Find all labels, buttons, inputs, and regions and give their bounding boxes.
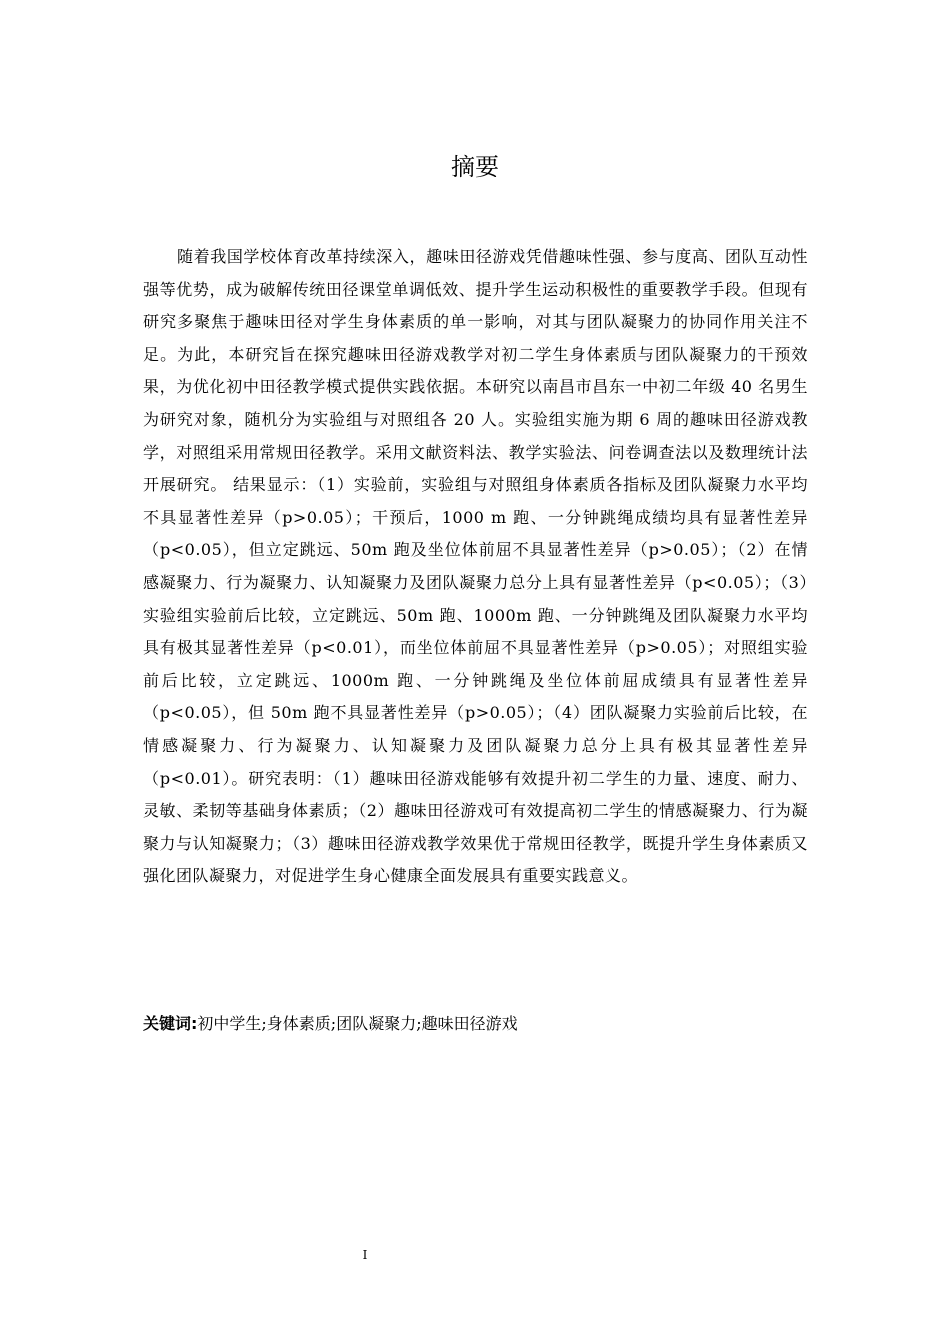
abstract-paragraph: 随着我国学校体育改革持续深入，趣味田径游戏凭借趣味性强、参与度高、团队互动性强等优势，成为破解传统田径课堂单调低效、提升学生运动积极性的重要教学手段。但现有研究多聚焦于趣味田径对学生身体素质的单一影响，对其与团队凝聚力的协同作用关注不足。为此，本研究旨在探究趣味田径游戏教学对初二学生身体素质与团队凝聚力的干预效果，为优化初中田径教学模式提供实践依据。本研究以南昌市昌东一中初二年级 40 名男生为研究对象，随机分为实验组与对照组各 20 人。实验组实施为期 6 周的趣味田径游戏教学，对照组采用常规田径教学。采用文献资料法、教学实验法、问卷调查法以及数理统计法开展研究。 结果显示：（1）实验前，实验组与对照组身体素质各指标及团队凝聚力水平均不具显著性差异（p>0.05）；干预后，1000 m 跑、一分钟跳绳成绩均具有显著性差异（p<0.05），但立定跳远、50m 跑及坐位体前屈不具显著性差异（p>0.05）；（2）在情感凝聚力、行为凝聚力、认知凝聚力及团队凝聚力总分上具有显著性差异（p<0.05）；（3）实验组实验前后比较，立定跳远、50m 跑、1000m 跑、一分钟跳绳及团队凝聚力水平均具有极其显著性差异（p<0.01），而坐位体前屈不具显著性差异（p>0.05）；对照组实验前后比较，立定跳远、1000m 跑、一分钟跳绳及坐位体前屈成绩具有显著性差异（p<0.05），但 50m 跑不具显著性差异（p>0.05）；（4）团队凝聚力实验前后比较，在情感凝聚力、行为凝聚力、认知凝聚力及团队凝聚力总分上具有极其显著性差异（p<0.01）。研究表明：（1）趣味田径游戏能够有效提升初二学生的力量、速度、耐力、灵敏、柔韧等基础身体素质；（2）趣味田径游戏可有效提高初二学生的情感凝聚力、行为凝聚力与认知凝聚力；（3）趣味田径游戏教学效果优于常规田径教学，既提升学生身体素质又强化团队凝聚力，对促进学生身心健康全面发展具有重要实践意义。 [143,247,808,886]
keywords-label: 关键词: [143,1014,198,1033]
keywords-value: 初中学生;身体素质;团队凝聚力;趣味田径游戏 [197,1014,518,1033]
keywords-line [143,1009,808,1039]
page-number: I [362,1248,368,1262]
page-title: 摘要 [451,153,499,181]
